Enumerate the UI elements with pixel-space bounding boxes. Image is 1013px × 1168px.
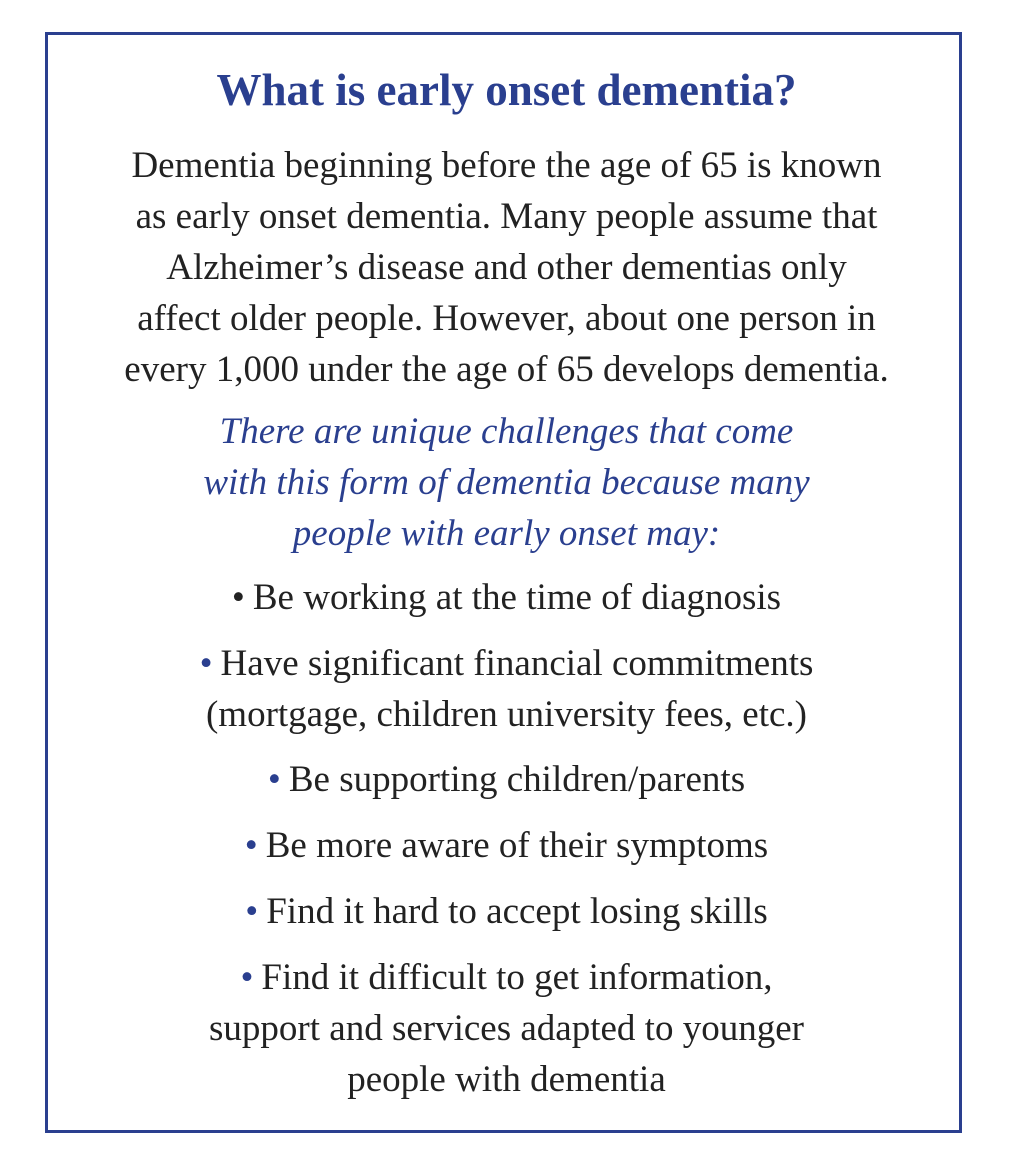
list-item-text: support and services adapted to younger bbox=[209, 1008, 804, 1049]
list-item-text: Have significant financial commitments bbox=[220, 643, 814, 684]
list-item-text: Find it hard to accept losing skills bbox=[266, 891, 768, 932]
bullet-icon: • bbox=[199, 643, 213, 684]
challenges-lead-in bbox=[100, 406, 913, 559]
intro-line: Dementia beginning before the age of 65 is known bbox=[131, 145, 882, 186]
lead-line: with this form of dementia because many bbox=[203, 462, 810, 503]
list-item bbox=[0, 952, 1013, 1105]
list-item bbox=[0, 638, 1013, 740]
intro-line: Alzheimer’s disease and other dementias only bbox=[166, 247, 847, 288]
list-item bbox=[0, 754, 1013, 805]
bullet-icon: • bbox=[240, 957, 254, 998]
intro-line: as early onset dementia. Many people assume that bbox=[135, 196, 878, 237]
lead-line: There are unique challenges that come bbox=[219, 411, 794, 452]
list-item-text: people with dementia bbox=[347, 1059, 666, 1100]
list-item-text: (mortgage, children university fees, etc.) bbox=[205, 694, 807, 735]
intro-line: every 1,000 under the age of 65 develops dementia. bbox=[124, 349, 889, 390]
bullet-icon: • bbox=[245, 891, 259, 932]
bullet-icon: • bbox=[244, 825, 258, 866]
lead-line: people with early onset may: bbox=[292, 513, 721, 554]
intro-paragraph bbox=[60, 140, 953, 395]
bullet-icon: • bbox=[231, 577, 245, 618]
list-item bbox=[0, 886, 1013, 937]
list-item bbox=[0, 820, 1013, 871]
list-item-text: Find it difficult to get information, bbox=[261, 957, 773, 998]
list-item-text: Be more aware of their symptoms bbox=[265, 825, 769, 866]
bullet-icon: • bbox=[267, 759, 281, 800]
page-title: What is early onset dementia? bbox=[216, 65, 797, 115]
list-item-text: Be working at the time of diagnosis bbox=[252, 577, 782, 618]
intro-line: affect older people. However, about one person in bbox=[137, 298, 876, 339]
list-item-text: Be supporting children/parents bbox=[288, 759, 746, 800]
list-item bbox=[0, 572, 1013, 623]
